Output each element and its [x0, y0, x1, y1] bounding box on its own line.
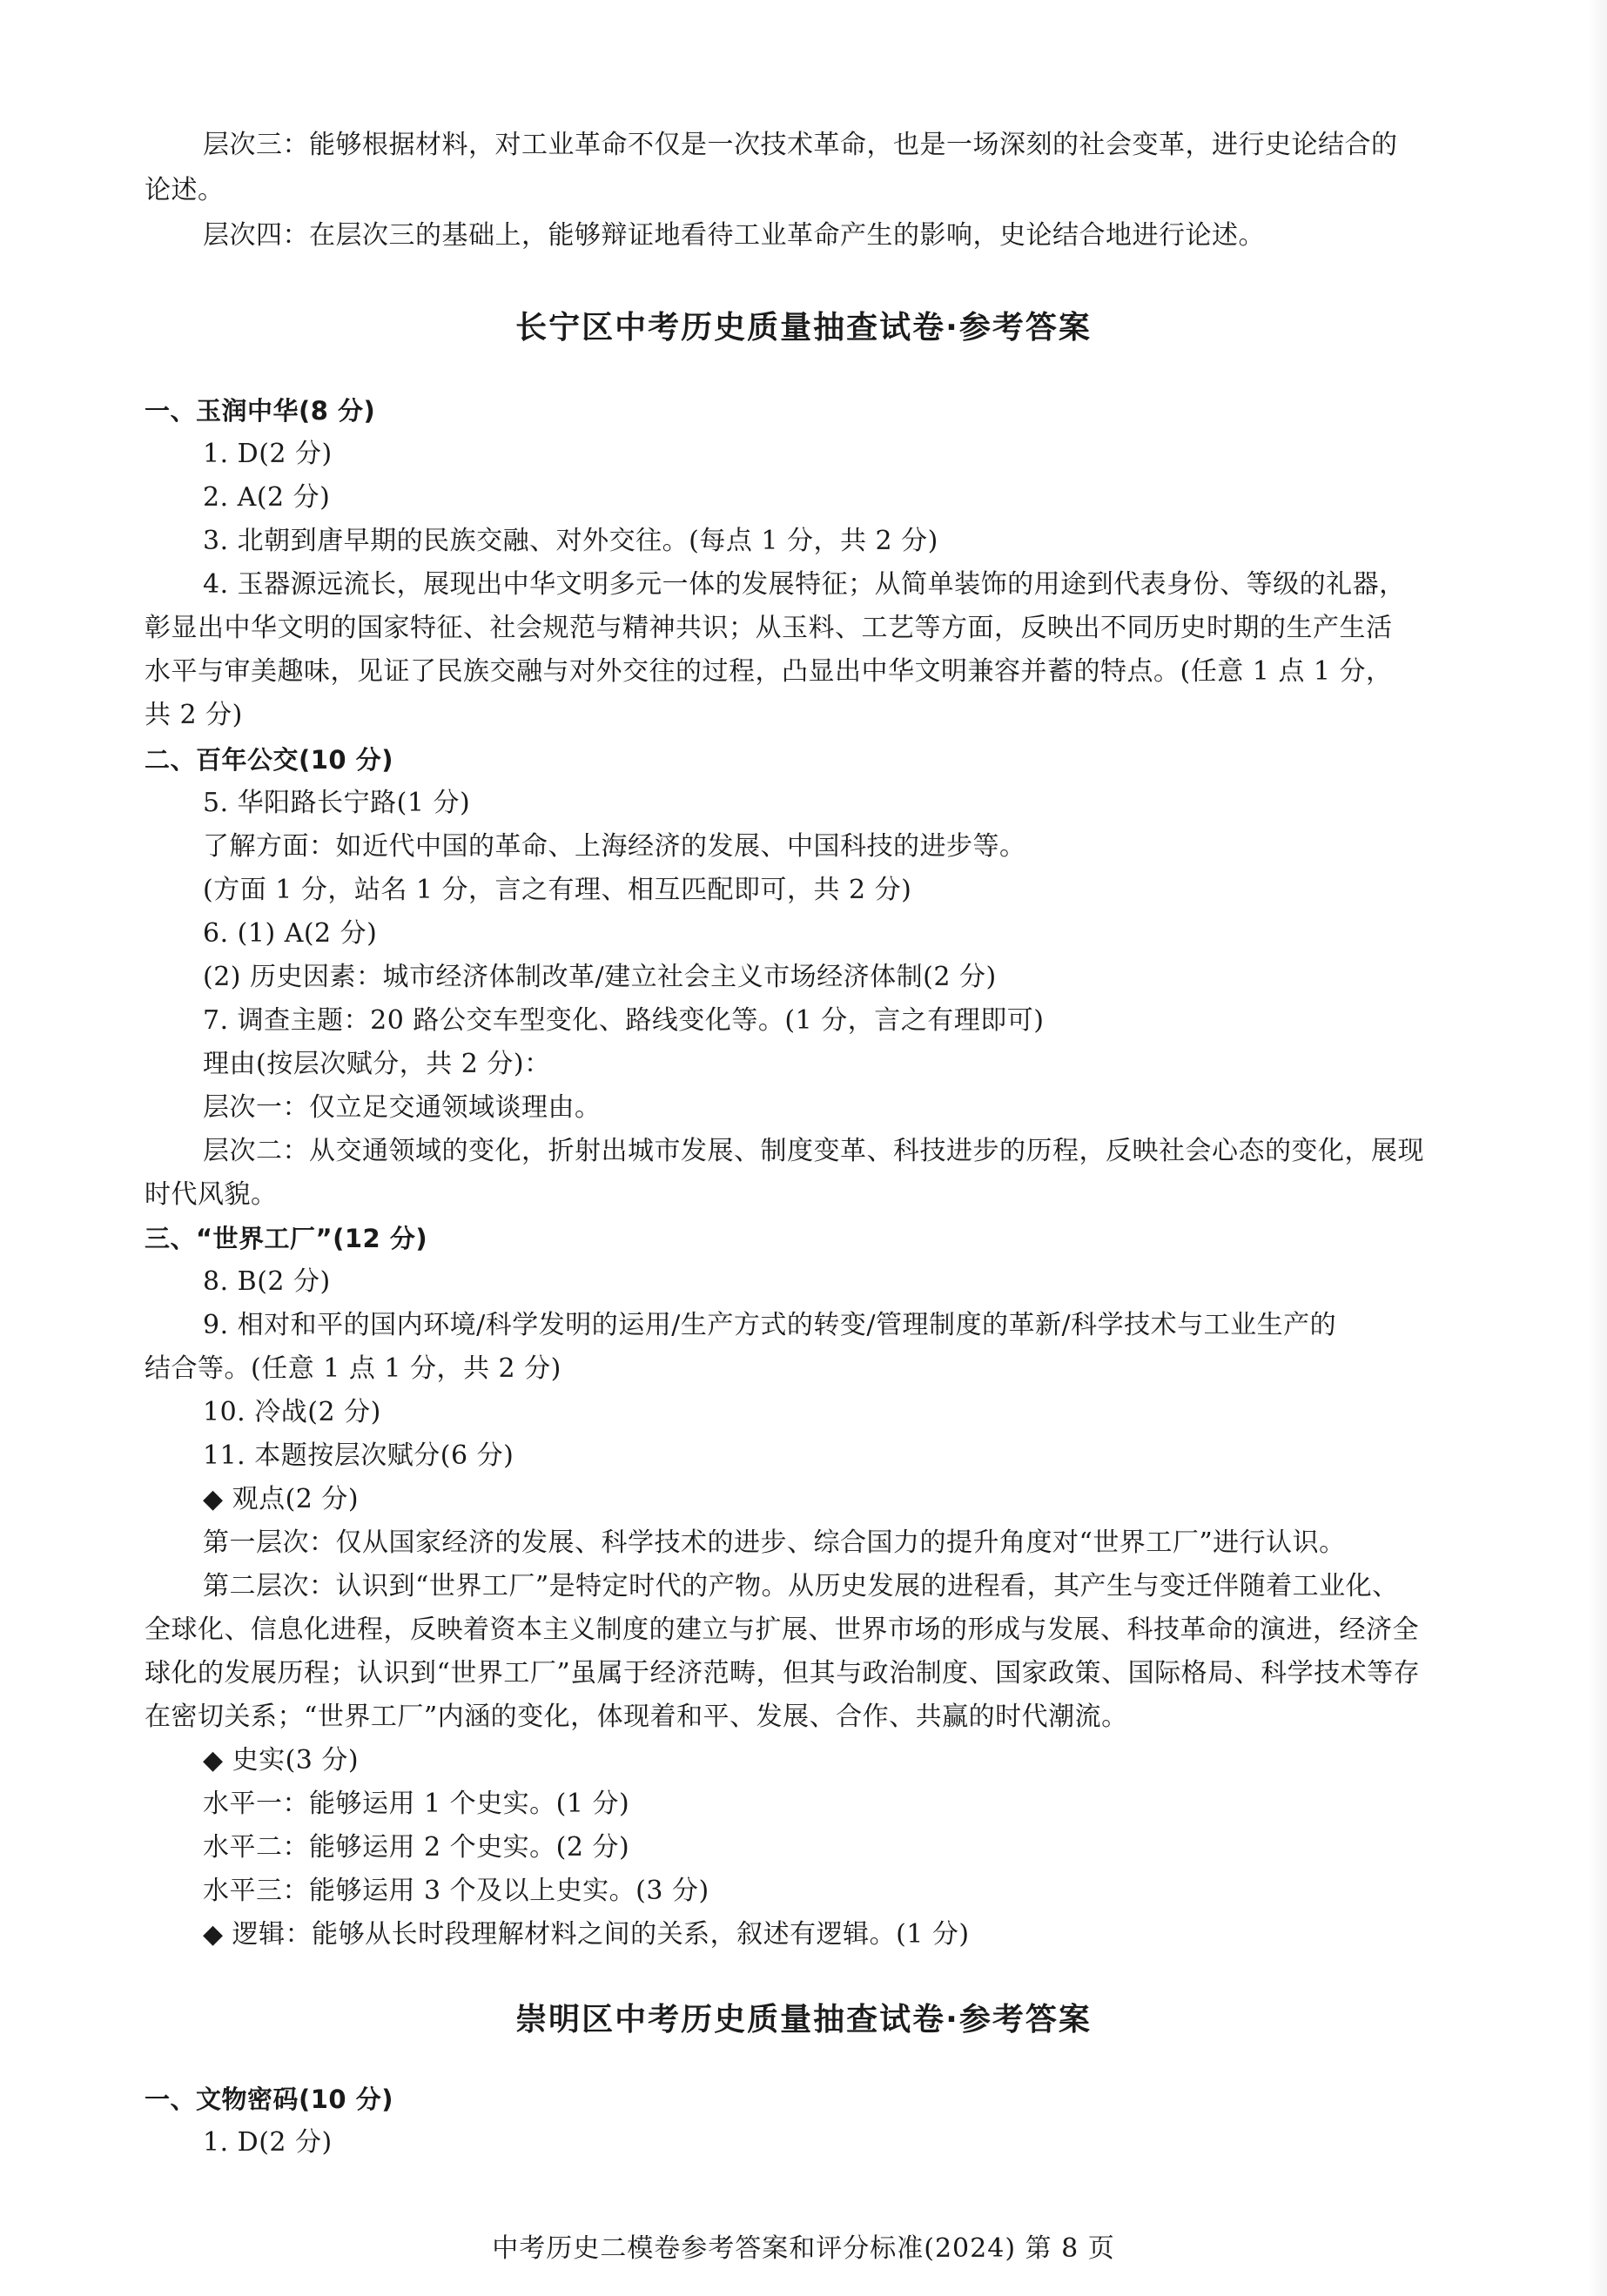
chongming-title: 崇明区中考历史质量抽查试卷·参考答案 — [515, 2002, 1092, 2038]
changning-section3-heading: 三、“世界工厂”(12 分) — [145, 1224, 428, 1253]
answer-q7-level2-line1: 层次二：从交通领域的变化，折射出城市发展、制度变革、科技进步的历程，反映社会心态的变化，展现 — [203, 1136, 1424, 1166]
answer-q11-level2-line3: 球化的发展历程；认识到“世界工厂”虽属于经济范畴，但其与政治制度、国家政策、国际格局、科学技术等存 — [145, 1658, 1421, 1688]
answer-q11-logic: ◆ 逻辑：能够从长时段理解材料之间的关系，叙述有逻辑。(1 分) — [203, 1919, 970, 1950]
changning-title: 长宁区中考历史质量抽查试卷·参考答案 — [515, 310, 1092, 346]
answer-q11-viewpoint: ◆ 观点(2 分) — [203, 1484, 360, 1514]
answer-q7-topic: 7. 调查主题：20 路公交车型变化、路线变化等。(1 分，言之有理即可) — [203, 1005, 1045, 1036]
answer-q7-level2-line2: 时代风貌。 — [145, 1179, 278, 1210]
answer-q5: 5. 华阳路长宁路(1 分) — [203, 788, 471, 818]
intro-level3-line1: 层次三：能够根据材料，对工业革命不仅是一次技术革命，也是一场深刻的社会变革，进行史论结合的 — [203, 130, 1398, 160]
answer-q4-line4: 共 2 分) — [145, 700, 243, 730]
answer-q1: 1. D(2 分) — [203, 439, 333, 469]
answer-q5-scoring: (方面 1 分，站名 1 分，言之有理、相互匹配即可，共 2 分) — [203, 875, 912, 905]
answer-q11: 11. 本题按层次赋分(6 分) — [203, 1440, 514, 1471]
chongming-answer-q1: 1. D(2 分) — [203, 2127, 333, 2158]
answer-q11-level1: 第一层次：仅从国家经济的发展、科学技术的进步、综合国力的提升角度对“世界工厂”进行认识。 — [203, 1527, 1346, 1558]
answer-q11-facts-level1: 水平一：能够运用 1 个史实。(1 分) — [203, 1789, 630, 1819]
intro-level4: 层次四：在层次三的基础上，能够辩证地看待工业革命产生的影响，史论结合地进行论述。 — [203, 220, 1265, 251]
answer-q6-1: 6. (1) A(2 分) — [203, 918, 378, 949]
answer-q2: 2. A(2 分) — [203, 482, 331, 513]
answer-q11-facts: ◆ 史实(3 分) — [203, 1745, 360, 1776]
answer-q5-aspect: 了解方面：如近代中国的革命、上海经济的发展、中国科技的进步等。 — [203, 831, 1026, 862]
answer-q11-level2-line1: 第二层次：认识到“世界工厂”是特定时代的产物。从历史发展的进程看，其产生与变迁伴随着工业化、 — [203, 1571, 1399, 1601]
answer-q3: 3. 北朝到唐早期的民族交融、对外交往。(每点 1 分，共 2 分) — [203, 526, 938, 556]
scan-edge — [1588, 0, 1607, 2296]
answer-q9-line1: 9. 相对和平的国内环境/科学发明的运用/生产方式的转变/管理制度的革新/科学技术与工业生产的 — [203, 1310, 1337, 1340]
answer-q11-facts-level3: 水平三：能够运用 3 个及以上史实。(3 分) — [203, 1876, 709, 1906]
answer-q4-line2: 彰显出中华文明的国家特征、社会规范与精神共识；从玉料、工艺等方面，反映出不同历史时期的生产生活 — [145, 613, 1393, 643]
page-footer: 中考历史二模卷参考答案和评分标准(2024) 第 8 页 — [492, 2233, 1115, 2264]
answer-q7-level1: 层次一：仅立足交通领域谈理由。 — [203, 1092, 602, 1123]
answer-q11-facts-level2: 水平二：能够运用 2 个史实。(2 分) — [203, 1832, 630, 1863]
answer-q11-level2-line2: 全球化、信息化进程，反映着资本主义制度的建立与扩展、世界市场的形成与发展、科技革命的演进，经济全 — [145, 1615, 1419, 1645]
answer-q4-line3: 水平与审美趣味，见证了民族交融与对外交往的过程，凸显出中华文明兼容并蓄的特点。(任意 1 点 1 分， — [145, 656, 1393, 687]
answer-q10: 10. 冷战(2 分) — [203, 1397, 381, 1427]
changning-section1-heading: 一、玉润中华(8 分) — [145, 396, 376, 426]
answer-q8: 8. B(2 分) — [203, 1266, 331, 1297]
answer-q4-line1: 4. 玉器源远流长，展现出中华文明多元一体的发展特征；从简单装饰的用途到代表身份、等级的礼器， — [203, 569, 1406, 600]
answer-q7-reason: 理由(按层次赋分，共 2 分)： — [203, 1049, 551, 1079]
changning-section2-heading: 二、百年公交(10 分) — [145, 745, 393, 775]
intro-level3-line2: 论述。 — [145, 175, 225, 205]
answer-q11-level2-line4: 在密切关系；“世界工厂”内涵的变化，体现着和平、发展、合作、共赢的时代潮流。 — [145, 1702, 1128, 1732]
answer-q6-2: (2) 历史因素：城市经济体制改革/建立社会主义市场经济体制(2 分) — [203, 962, 997, 992]
chongming-section1-heading: 一、文物密码(10 分) — [145, 2085, 393, 2114]
answer-q9-line2: 结合等。(任意 1 点 1 分，共 2 分) — [145, 1353, 561, 1384]
